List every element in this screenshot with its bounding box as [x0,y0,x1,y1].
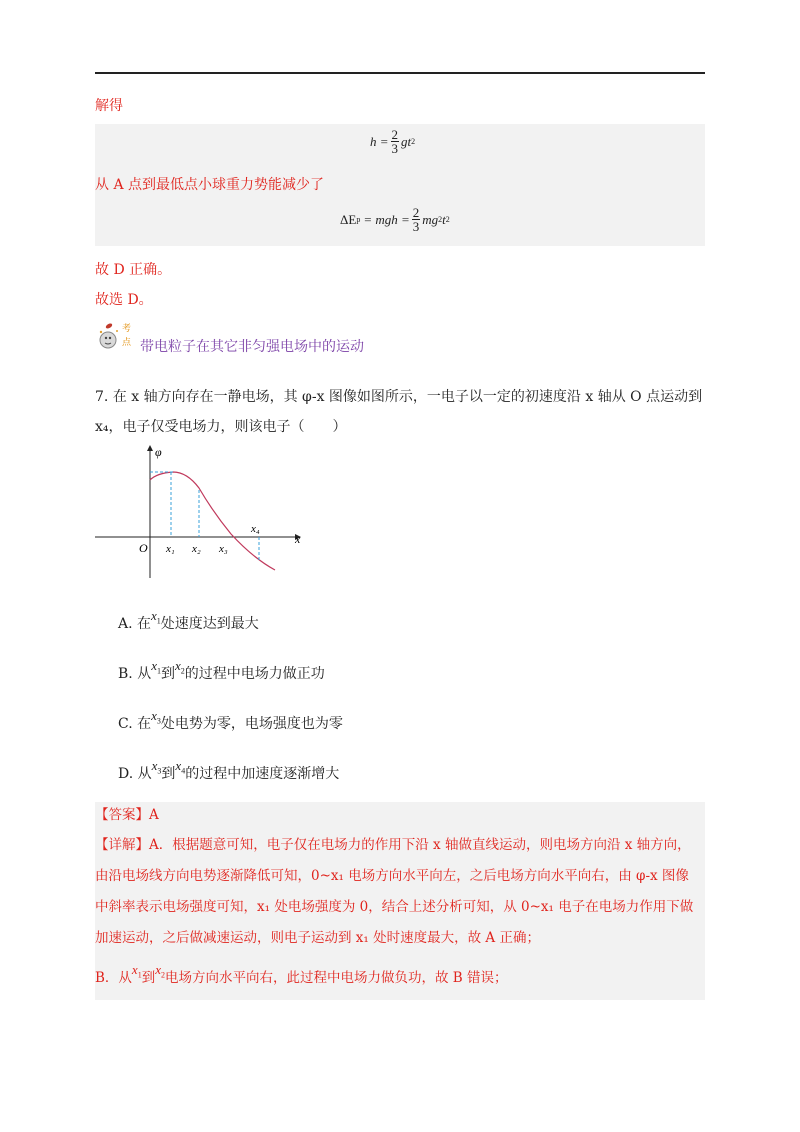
option-a-pre: 在 [137,616,152,632]
detail-line-1: 【详解】A．根据题意可知，电子仅在电场力的作用下沿 x 轴做直线运动，则电场方向沿 x 轴方向， [95,837,691,853]
solution-from-a: 从 A 点到最低点小球重力势能减少了 [95,177,325,193]
option-d-var1 [151,758,162,776]
option-c[interactable] [118,708,343,740]
header-rule [95,72,705,74]
option-a-var-sub: 1 [156,616,161,626]
formula-ep-frac [412,206,421,233]
question-7 [95,382,705,442]
option-b-var2 [174,658,185,676]
formula-ep-den: 3 [412,219,420,234]
solution-jiede: 解得 [95,98,123,114]
detail-line-4: 加速运动，之后做减速运动，则电子运动到 x₁ 处时速度最大，故 A 正确； [95,930,540,946]
option-c-var-sub: 3 [156,716,161,726]
option-b-key: B. [118,666,133,682]
formula-h-lhs: h = [370,133,389,149]
formula-ep-exp1: 2 [438,215,443,224]
option-b-var1-sub: 1 [156,666,161,676]
formula-h-frac [391,128,400,155]
phi-x-figure [95,440,310,580]
detail-b-var2-sub: 2 [160,970,165,980]
option-d-key: D. [118,766,134,782]
y-axis-label: φ [155,445,162,459]
option-d[interactable] [118,758,340,790]
option-b-var2-sub: 2 [180,666,185,676]
formula-h-rhs: gt [401,133,412,149]
option-a-var-x: x [151,608,157,623]
option-d-var2-x: x [175,758,182,773]
option-b-post: 的过程中电场力做正功 [184,666,325,682]
detail-line-3: 中斜率表示电场强度可知，x₁ 处电场强度为 0，结合上述分析可知，从 0~x₁ 电子在电场力作用下做 [95,899,694,915]
option-c-post: 处电势为零，电场强度也为零 [160,716,343,732]
option-d-var1-x: x [151,758,158,773]
option-d-var2 [175,758,186,776]
option-d-var1-sub: 3 [157,766,162,776]
option-c-var-x: x [151,708,157,723]
option-c-var [151,708,161,726]
solution-choose-d: 故选 D。 [95,292,153,308]
detail-b-var1-sub: 1 [137,970,142,980]
detail-line-2: 由沿电场线方向电势逐渐降低可知，0~x₁ 电场方向水平向左，之后电场方向水平向右，由 φ-x 图像 [95,868,689,884]
topic-label: 带电粒子在其它非匀强电场中的运动 [140,339,364,355]
formula-ep-num: 2 [412,205,420,220]
option-d-post: 的过程中加速度逐渐增大 [185,766,340,782]
phi-curve [150,472,275,570]
formula-h-den: 3 [391,141,399,156]
formula-ep-sub: p [356,215,361,224]
option-a-key: A. [118,616,133,632]
option-c-pre: 在 [137,716,152,732]
tick-x2: x₂ [192,543,201,555]
tick-x1: x₁ [166,543,175,555]
formula-ep-mg: mg [422,211,439,227]
detail-b-var1 [131,962,142,980]
formula-h-exp: 2 [411,137,416,146]
formula-ep-t: t [442,211,446,227]
option-b-var2-x: x [174,658,181,673]
option-d-var2-sub: 4 [181,766,186,776]
option-b-pre: 从 [137,666,152,682]
x-axis-label: x [295,532,301,546]
option-b-var1 [151,658,161,676]
option-b-mid: 到 [160,666,175,682]
detail-b-var1-x: x [131,962,138,977]
question-text-1: 在 x 轴方向存在一静电场，其 φ-x 图像如图所示，一电子以一定的初速度沿 x 轴从 O 点运动到 [112,389,703,405]
icon-text-dian: 点 [122,338,132,348]
formula-ep-mid: = mgh = [363,211,410,227]
detail-b-var2 [155,962,165,980]
option-b[interactable] [118,658,325,690]
option-a-var [151,608,161,626]
detail-line-b [95,962,508,994]
answer-label: 【答案】A [95,807,159,823]
solution-d-correct: 故 D 正确。 [95,262,172,278]
formula-h-num: 2 [391,127,399,142]
option-a-post: 处速度达到最大 [160,616,259,632]
detail-b-var2-x: x [155,962,161,977]
formula-h [370,128,415,155]
option-d-pre: 从 [137,766,152,782]
formula-ep-exp2: 2 [445,215,450,224]
option-c-key: C. [118,716,133,732]
question-text-2: x₄，电子仅受电场力，则该电子（ ） [95,419,347,435]
tick-x4: x₄ [251,523,260,535]
option-a[interactable] [118,608,259,640]
tick-x3: x₃ [219,543,228,555]
detail-b-pre: B．从 [95,970,132,986]
formula-delta-ep [340,206,450,233]
formula-ep-delta: ΔE [340,211,357,227]
question-number: 7. [95,389,109,405]
knowledge-point-icon [95,318,139,354]
detail-b-post: 电场方向水平向右，此过程中电场力做负功，故 B 错误； [164,970,508,986]
question-line-1 [95,382,705,412]
option-d-mid: 到 [161,766,176,782]
icon-text-kao: 考 [122,324,132,334]
option-b-var1-x: x [151,658,157,673]
origin-label: O [139,541,148,555]
detail-b-mid: 到 [141,970,156,986]
